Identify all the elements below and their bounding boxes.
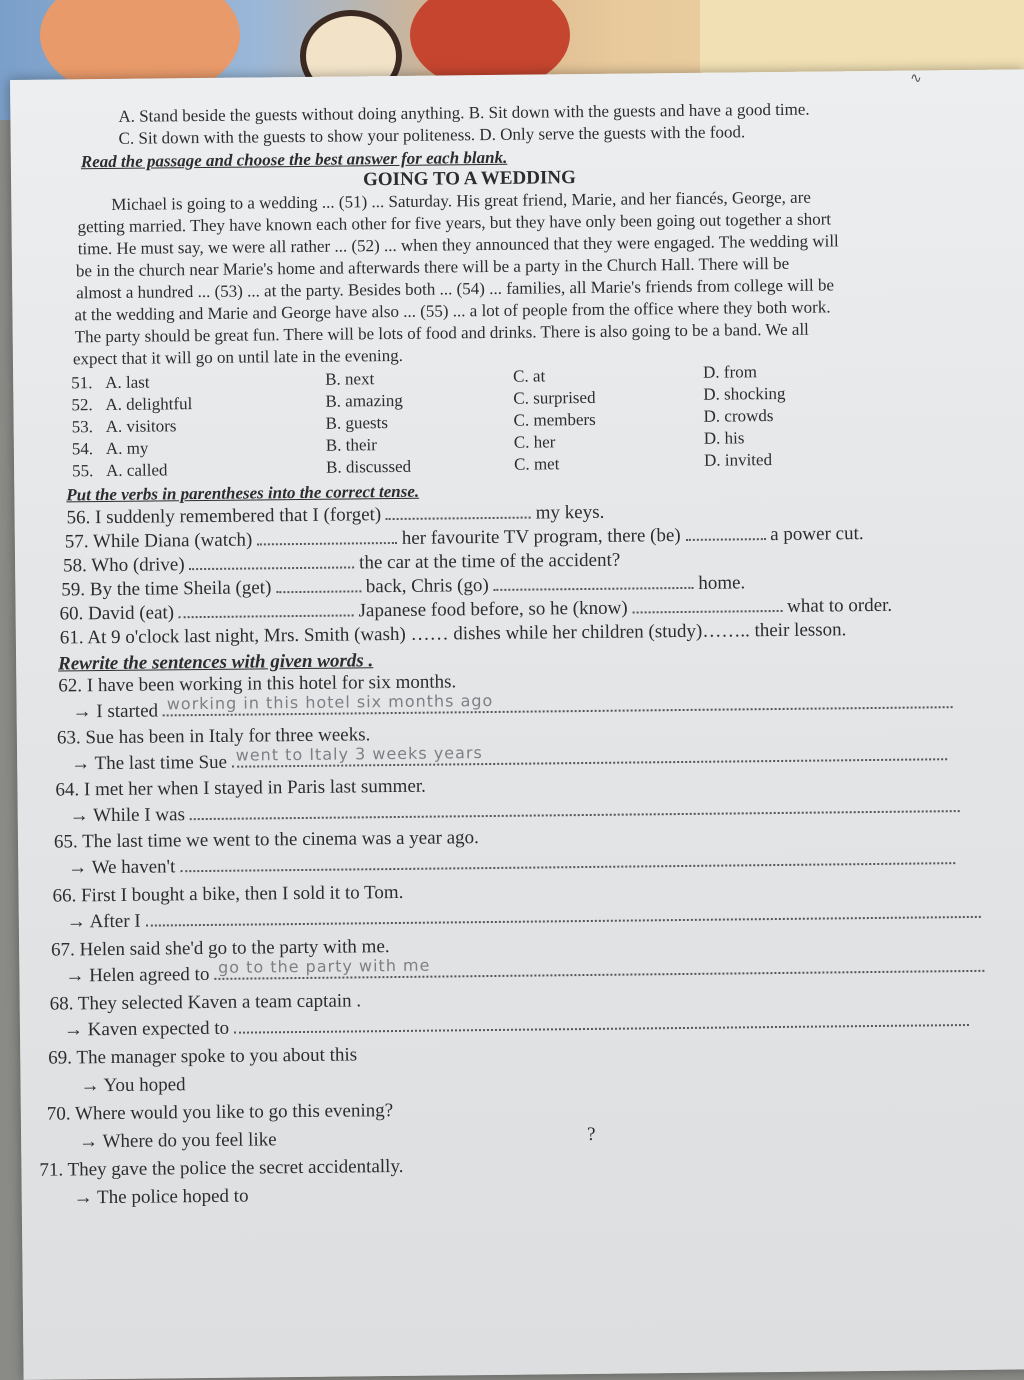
option-c: C. her [513,432,556,452]
section-heading-passage: Read the passage and choose the best answer for each blank. [80,147,508,172]
question-text: 61. At 9 o'clock last night, Mrs. Smith (wash) …… dishes while her children (study)…….. their lesson. [59,619,847,649]
answer-blank[interactable] [234,1010,969,1034]
rewrite-question: 69. The manager spoke to you about this [48,1044,358,1069]
question-text: 58. Who (drive) [62,554,185,577]
rewrite-prompt: → While I was [69,804,186,827]
handwritten-answer: working in this hotel six months ago [166,690,494,714]
question-text: 56. I suddenly remembered that I (forget) [66,504,382,529]
intro-option-line: C. Sit down with the guests to show your politeness. D. Only serve the guests with the food. [118,122,746,148]
option-d: D. crowds [703,406,774,426]
passage-line: Michael is going to a wedding ... (51) ... Saturday. His great friend, Marie, and her fiancés, George, are [111,187,811,214]
option-b: B. their [325,435,377,455]
verb-question [66,502,604,530]
option-b: B. discussed [325,456,412,477]
option-a: A. last [105,372,150,393]
rewrite-prompt: → Kaven expected to [63,1017,230,1041]
rewrite-prompt: → The police hoped to [73,1185,249,1209]
worksheet-paper [10,69,1024,1380]
rewrite-answer-line [80,1074,185,1097]
rewrite-question: 64. I met her when I stayed in Paris last summer. [55,775,426,801]
rewrite-prompt: → I started [72,700,159,723]
answer-blank[interactable] [232,744,947,767]
rewrite-answer-line [65,956,984,988]
passage-line: expect that it will go on until late in the evening. [72,345,404,369]
option-a: A. my [105,438,149,459]
option-c: C. at [513,366,546,386]
option-d: D. from [702,362,758,382]
question-number: 51. [71,373,93,393]
intro-option-line: A. Stand beside the guests without doing anything. B. Sit down with the guests and have a good time. [118,99,810,126]
question-number: 54. [71,439,94,459]
question-text: the car at the time of the accident? [359,549,621,574]
option-c: C. members [513,409,596,430]
answer-blank[interactable] [163,692,953,716]
passage-line: time. He must say, we were all rather ... (52) ... when they announced that they were engaged. The wedding will [77,231,839,259]
option-c: C. met [513,454,560,474]
question-text: home. [698,572,746,594]
answer-blank[interactable] [386,503,531,521]
question-text: my keys. [535,501,605,524]
rewrite-question: 71. They gave the police the secret accidentally. [39,1155,404,1181]
question-text: 57. While Diana (watch) [64,529,253,553]
question-text: a power cut. [770,523,864,546]
rewrite-question: 68. They selected Kaven a team captain . [49,990,362,1015]
option-d: D. his [703,428,745,448]
passage-line: at the wedding and Marie and George have also ... (55) ... a lot of people from the office where they both work. [74,297,831,325]
rewrite-prompt: → We haven't [68,856,176,879]
rewrite-question: 63. Sue has been in Italy for three weeks. [56,724,371,749]
rewrite-question: 62. I have been working in this hotel for six months. [58,671,457,697]
rewrite-question: 65. The last time we went to the cinema was a year ago. [53,827,479,853]
passage-line: getting married. They have known each other for five years, but they have only been going out together a short [77,209,832,237]
passage-title: GOING TO A WEDDING [362,167,576,191]
question-text: 60. David (eat) [59,602,175,625]
answer-blank[interactable] [179,600,354,618]
option-a: A. visitors [105,416,177,437]
answer-blank[interactable] [145,902,980,927]
question-text: Japanese food before, so he (know) [358,597,628,622]
worksheet-content [10,69,1024,1380]
answer-blank[interactable] [257,528,397,545]
rewrite-answer-line [67,902,981,934]
passage-line: The party should be great fun. There will be lots of food and drinks. There is also going to be a band. We all [74,319,809,347]
section-heading-verbs: Put the verbs in parentheses into the correct tense. [66,481,420,505]
answer-blank[interactable] [276,576,361,593]
handwritten-answer: went to Italy 3 weeks years [235,743,483,765]
answer-blank[interactable] [493,573,693,591]
rewrite-answer-line [74,1186,249,1210]
rewrite-answer-line [71,744,947,775]
answer-blank[interactable] [189,552,354,570]
question-mark: ? [586,1123,596,1146]
rewrite-answer-line [73,692,953,723]
rewrite-answer-line [68,848,955,879]
passage-line: be in the church near Marie's home and afterwards there will be a party in the Church Hall. There will be [75,253,790,281]
option-b: B. guests [325,413,389,433]
answer-blank[interactable] [632,596,782,614]
rewrite-question: 70. Where would you like to go this evening? [46,1100,394,1125]
option-a: A. called [105,460,168,481]
rewrite-prompt: → After I [66,910,141,933]
rewrite-answer-line [64,1010,969,1041]
option-a: A. delightful [105,394,193,415]
section-heading-rewrite: Rewrite the sentences with given words . [58,650,374,675]
rewrite-question: 66. First I bought a bike, then I sold it to Tom. [52,881,404,907]
rewrite-prompt: → Helen agreed to [65,963,210,987]
question-number: 55. [71,461,94,481]
answer-blank[interactable] [685,524,765,541]
pen-mark-icon: ∿ [909,71,922,87]
question-text: back, Chris (go) [365,575,489,598]
rewrite-prompt: → The last time Sue [71,751,228,775]
rewrite-prompt: → Where do you feel like [79,1129,277,1153]
answer-blank[interactable] [214,956,984,980]
rewrite-question: 67. Helen said she'd go to the party with me. [51,936,390,961]
option-b: B. next [325,369,375,389]
answer-blank[interactable] [190,796,960,820]
handwritten-answer: go to the party with me [217,955,431,977]
rewrite-answer-line [70,796,960,827]
question-number: 52. [71,395,93,415]
rewrite-prompt: → You hoped [80,1074,186,1097]
question-number: 53. [71,417,93,437]
option-d: D. invited [703,450,773,470]
option-c: C. surprised [513,387,596,408]
question-text: her favourite TV program, there (be) [401,525,681,549]
question-text: 59. By the time Sheila (get) [61,577,272,601]
option-b: B. amazing [325,390,403,411]
question-text: what to order. [787,594,893,617]
rewrite-answer-line [79,1129,277,1153]
answer-blank[interactable] [180,848,955,872]
option-d: D. shocking [703,383,786,404]
passage-line: almost a hundred ... (53) ... at the party. Besides both ... (54) ... families, all Marie's friends from college will be [76,275,835,303]
verb-question [63,550,620,578]
